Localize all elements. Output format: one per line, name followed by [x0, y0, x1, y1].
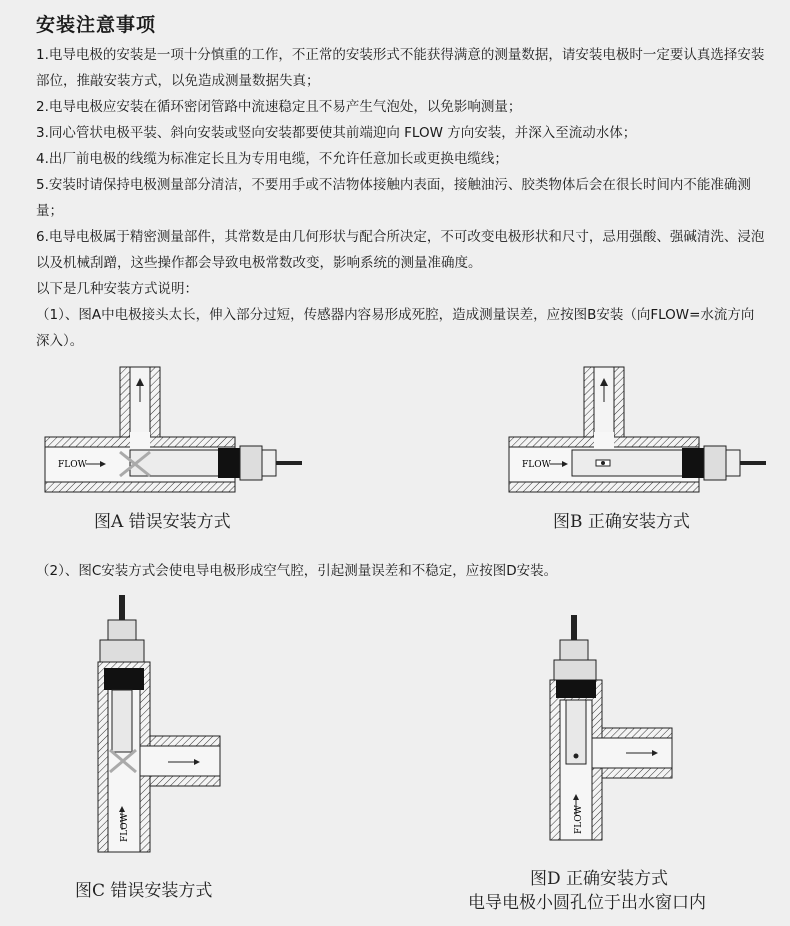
figure-a-flow-label: FLOW	[58, 460, 87, 470]
figure-a-caption: 图A 错误安装方式	[94, 512, 231, 532]
install-note-1: （1）、图A中电极接头太长，伸入部分过短，传感器内容易形成死腔，造成测量误差，应按图B安装（向FLOW=水流方向深入）。	[36, 307, 755, 349]
figure-d-caption: 图D 正确安装方式	[530, 869, 669, 889]
note-4: 4.出厂前电极的线缆为标准定长且为专用电缆，不允许任意加长或更换电缆线；	[36, 151, 508, 167]
figure-b-diagram	[504, 362, 774, 497]
figure-a-diagram	[40, 362, 310, 497]
figure-b-flow-label: FLOW	[522, 460, 551, 470]
note-1: 1.电导电极的安装是一项十分慎重的工作，不正常的安装形式不能获得满意的测量数据，请安装电极时一定要认真选择安装部位，推敲安装方式，以免造成测量数据失真；	[36, 47, 765, 89]
install-intro: 以下是几种安装方式说明：	[36, 281, 198, 297]
figure-c-flow-label: FLOW	[120, 813, 130, 842]
note-2: 2.电导电极应安装在循环密闭管路中流速稳定且不易产生气泡处，以免影响测量；	[36, 99, 522, 115]
install-note-2: （2）、图C安装方式会使电导电极形成空气腔，引起测量误差和不稳定，应按图D安装。	[36, 563, 558, 579]
figure-d-diagram	[540, 610, 680, 850]
note-3: 3.同心管状电极平装、斜向安装或竖向安装都要使其前端迎向 FLOW 方向安装，并深入至流动水体；	[36, 125, 637, 141]
note-5: 5.安装时请保持电极测量部分清洁，不要用手或不洁物体接触内表面，接触油污、胶类物体后会在很长时间内不能准确测量；	[36, 177, 751, 219]
figure-d-subcaption: 电导电极小圆孔位于出水窗口内	[468, 893, 706, 913]
figure-d-flow-label: FLOW	[574, 805, 584, 834]
figure-c-diagram	[90, 590, 230, 862]
figure-b-caption: 图B 正确安装方式	[553, 512, 690, 532]
note-6: 6.电导电极属于精密测量部件，其常数是由几何形状与配合所决定，不可改变电极形状和尺寸，忌用强酸、强碱清洗、浸泡以及机械刮蹭，这些操作都会导致电极常数改变，影响系统的测量准确度。	[36, 229, 765, 271]
page-title: 安装注意事项	[36, 14, 157, 36]
figure-c-caption: 图C 错误安装方式	[75, 881, 213, 901]
